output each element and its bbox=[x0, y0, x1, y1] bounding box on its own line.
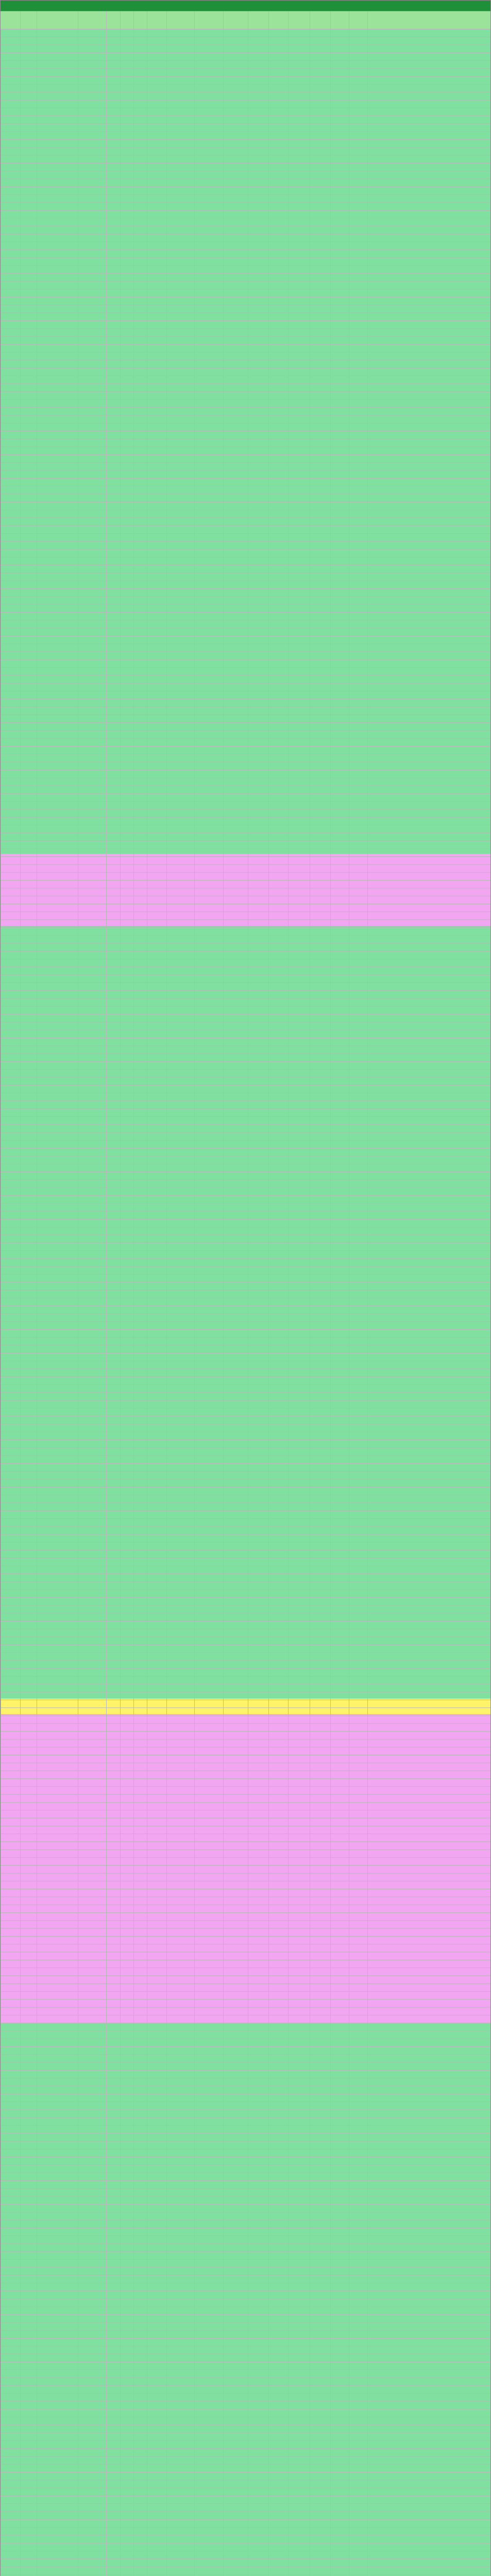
sheet-title bbox=[1, 1, 490, 11]
data-grid bbox=[1, 29, 490, 2576]
column-header-row bbox=[1, 11, 490, 29]
